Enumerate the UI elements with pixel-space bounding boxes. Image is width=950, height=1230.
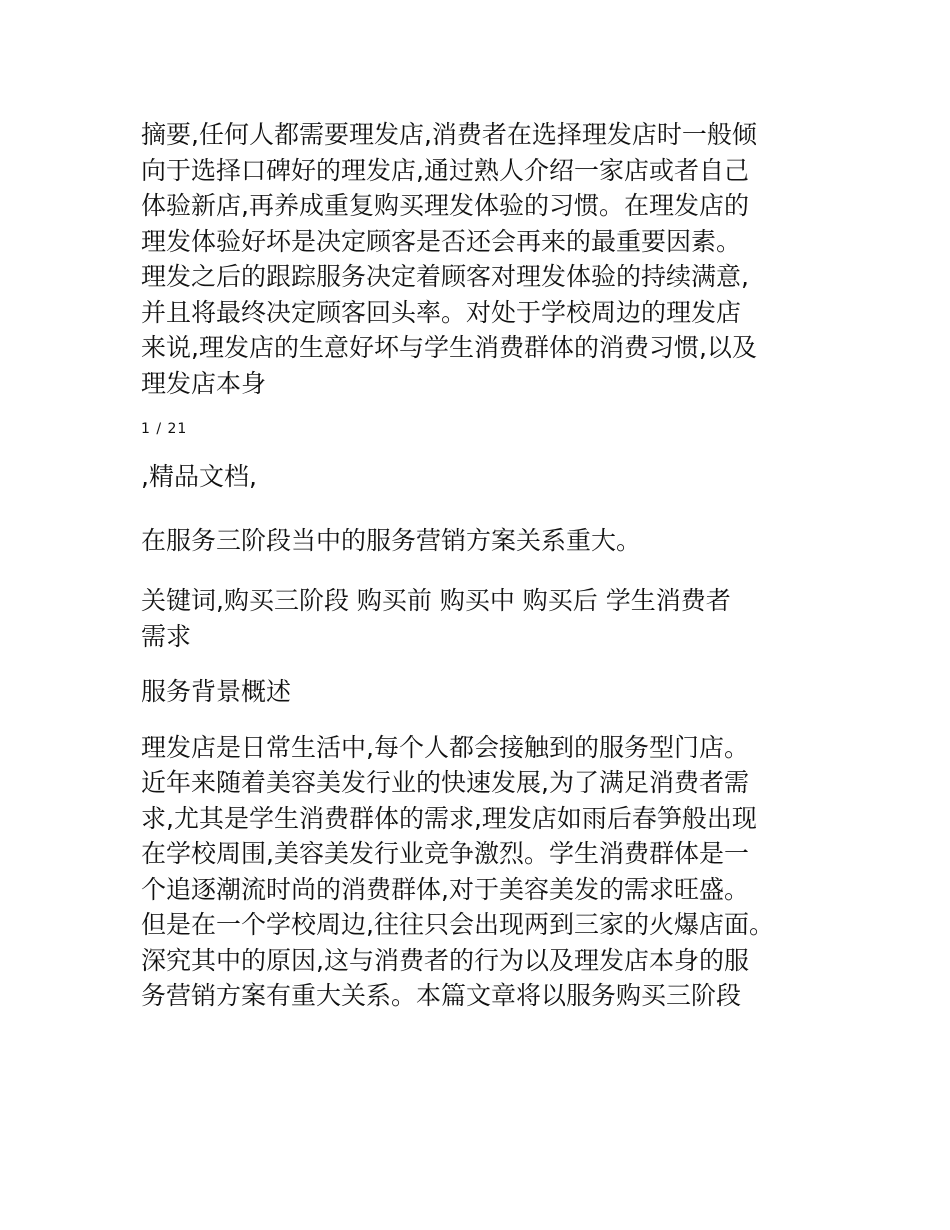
abstract-line: 理发之后的跟踪服务决定着顾客对理发体验的持续满意, [141,262,749,291]
abstract-line: 来说,理发店的生意好坏与学生消费群体的消费习惯,以及 [141,333,757,362]
background-line: 务营销方案有重大关系。本篇文章将以服务购买三阶段 [141,981,742,1010]
background-line: 在学校周围,美容美发行业竞争激烈。学生消费群体是一 [141,839,749,868]
abstract-line: 体验新店,再养成重复购买理发体验的习惯。在理发店的 [141,191,749,220]
keywords-paragraph [141,583,821,654]
abstract-line: 向于选择口碑好的理发店,通过熟人介绍一家店或者自己 [141,155,749,185]
background-line: 但是在一个学校周边,往往只会出现两到三家的火爆店面。 [141,910,774,939]
abstract-line: 理发体验好坏是决定顾客是否还会再来的最重要因素。 [141,226,742,256]
background-paragraph [141,730,821,1014]
keywords-line: 关键词,购买三阶段 购买前 购买中 购买后 学生消费者 [141,586,731,615]
abstract-paragraph [141,117,821,401]
keywords-line: 需求 [141,621,192,651]
background-line: 个追逐潮流时尚的消费群体,对于美容美发的需求旺盛。 [141,874,749,904]
background-line: 求,尤其是学生消费群体的需求,理发店如雨后春笋般出现 [141,803,757,833]
background-line: 近年来随着美容美发行业的快速发展,为了满足消费者需 [141,768,749,797]
abstract-line: 摘要,任何人都需要理发店,消费者在选择理发店时一般倾 [141,120,757,149]
document-body [141,117,821,1014]
continuation-paragraph: 在服务三阶段当中的服务营销方案关系重大。 [141,525,642,555]
abstract-line: 并且将最终决定顾客回头率。对处于学校周边的理发店 [141,297,742,327]
section-heading: 服务背景概述 [141,677,292,706]
watermark-text: ,精品文档, [141,462,257,491]
page-number: 1 / 21 [141,421,188,437]
background-line: 深究其中的原因,这与消费者的行为以及理发店本身的服 [141,945,749,975]
abstract-line: 理发店本身 [141,368,267,398]
background-line: 理发店是日常生活中,每个人都会接触到的服务型门店。 [141,732,749,762]
